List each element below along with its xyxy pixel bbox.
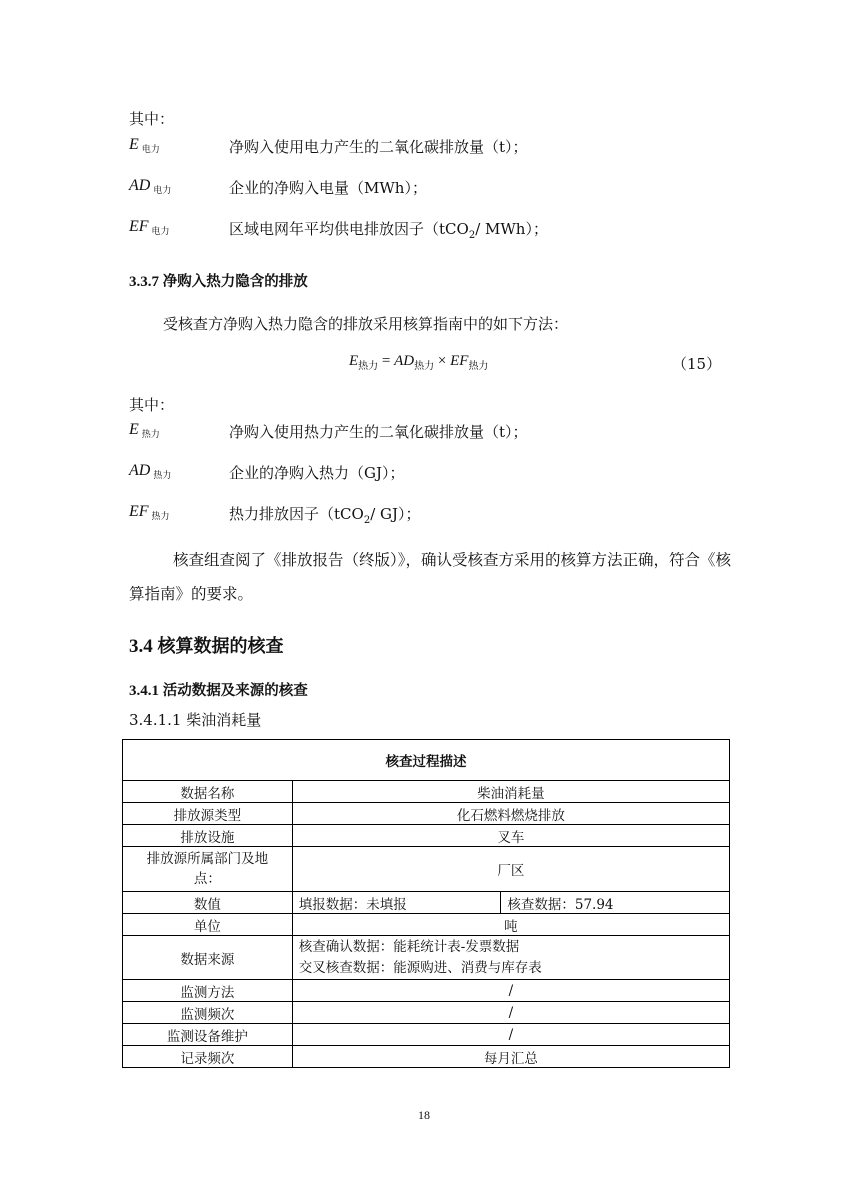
symbol-ad-electric: AD 电力 [129, 177, 172, 195]
table-row [123, 914, 730, 936]
verification-table [122, 739, 730, 1068]
table-header-row [123, 740, 730, 781]
row-label: 监测方法 [123, 980, 293, 1002]
heading-3-4: 3.4 核算数据的核查 [129, 636, 284, 657]
row-value: 柴油消耗量 [292, 781, 729, 803]
heading-3-4-1-1: 3.4.1.1 柴油消耗量 [129, 711, 262, 729]
reported-value: 填报数据：未填报 [292, 892, 501, 914]
formula-number: （15） [672, 355, 722, 373]
table-header: 核查过程描述 [123, 740, 730, 781]
data-source-line-2: 交叉核查数据：能源购进、消费与库存表 [298, 959, 542, 976]
row-value: 厂区 [292, 847, 729, 892]
row-value: / [292, 980, 729, 1002]
table-row [123, 847, 730, 892]
table-row [123, 803, 730, 825]
def-ad-electric: 企业的净购入电量（MWh）； [229, 179, 427, 197]
row-value: / [292, 1024, 729, 1046]
symbol-ef-electric: EF 电力 [129, 218, 170, 236]
row-label: 数据来源 [123, 936, 293, 980]
def-e-electric: 净购入使用电力产生的二氧化碳排放量（t）； [229, 138, 528, 156]
table-row [123, 1024, 730, 1046]
verified-value: 核查数据：57.94 [501, 892, 730, 914]
table-row [123, 980, 730, 1002]
formula-15: $E_{热力} = AD_{热力} \times EF_{热力}$ [349, 353, 489, 372]
table-row [123, 781, 730, 803]
row-value: 吨 [292, 914, 729, 936]
row-value: 每月汇总 [292, 1046, 729, 1068]
page-number: 18 [418, 1108, 430, 1122]
row-label: 监测设备维护 [123, 1024, 293, 1046]
row-value [292, 936, 729, 980]
heading-3-4-1: 3.4.1 活动数据及来源的核查 [129, 683, 308, 699]
table-row [123, 1046, 730, 1068]
row-label: 排放源所属部门及地点： [123, 847, 293, 892]
def-ef-electric: 区域电网年平均供电排放因子（tCO$_2$/ MWh）； [229, 220, 548, 241]
where-label-electric: 其中： [129, 110, 175, 128]
where-label-heat: 其中： [129, 396, 175, 414]
conclusion-paragraph: 核查组查阅了《排放报告（终版）》，确认受核查方采用的核算方法正确，符合《核算指南》的要求。 [129, 551, 732, 603]
symbol-ad-heat: AD 热力 [129, 462, 172, 480]
row-value: / [292, 1002, 729, 1024]
row-value: 叉车 [292, 825, 729, 847]
data-source-line-1: 核查确认数据：能耗统计表-发票数据 [298, 938, 520, 955]
table-row [123, 825, 730, 847]
heading-3-3-7: 3.3.7 净购入热力隐含的排放 [129, 274, 308, 290]
row-label: 排放源类型 [123, 803, 293, 825]
table-row [123, 1002, 730, 1024]
symbol-e-heat: E热力 [129, 421, 160, 439]
row-label: 排放设施 [123, 825, 293, 847]
method-intro-heat: 受核查方净购入热力隐含的排放采用核算指南中的如下方法： [163, 315, 569, 333]
row-label: 数值 [123, 892, 293, 914]
row-label: 记录频次 [123, 1046, 293, 1068]
def-ad-heat: 企业的净购入热力（GJ）； [229, 464, 405, 482]
symbol-ef-heat: EF 热力 [129, 503, 170, 521]
table-row [123, 936, 730, 980]
symbol-e-electric: E电力 [129, 136, 160, 154]
table-row [123, 892, 730, 914]
row-label: 监测频次 [123, 1002, 293, 1024]
row-label: 单位 [123, 914, 293, 936]
def-ef-heat: 热力排放因子（tCO$_2$/ GJ）； [229, 505, 421, 526]
row-value: 化石燃料燃烧排放 [292, 803, 729, 825]
def-e-heat: 净购入使用热力产生的二氧化碳排放量（t）； [229, 423, 528, 441]
row-label: 数据名称 [123, 781, 293, 803]
